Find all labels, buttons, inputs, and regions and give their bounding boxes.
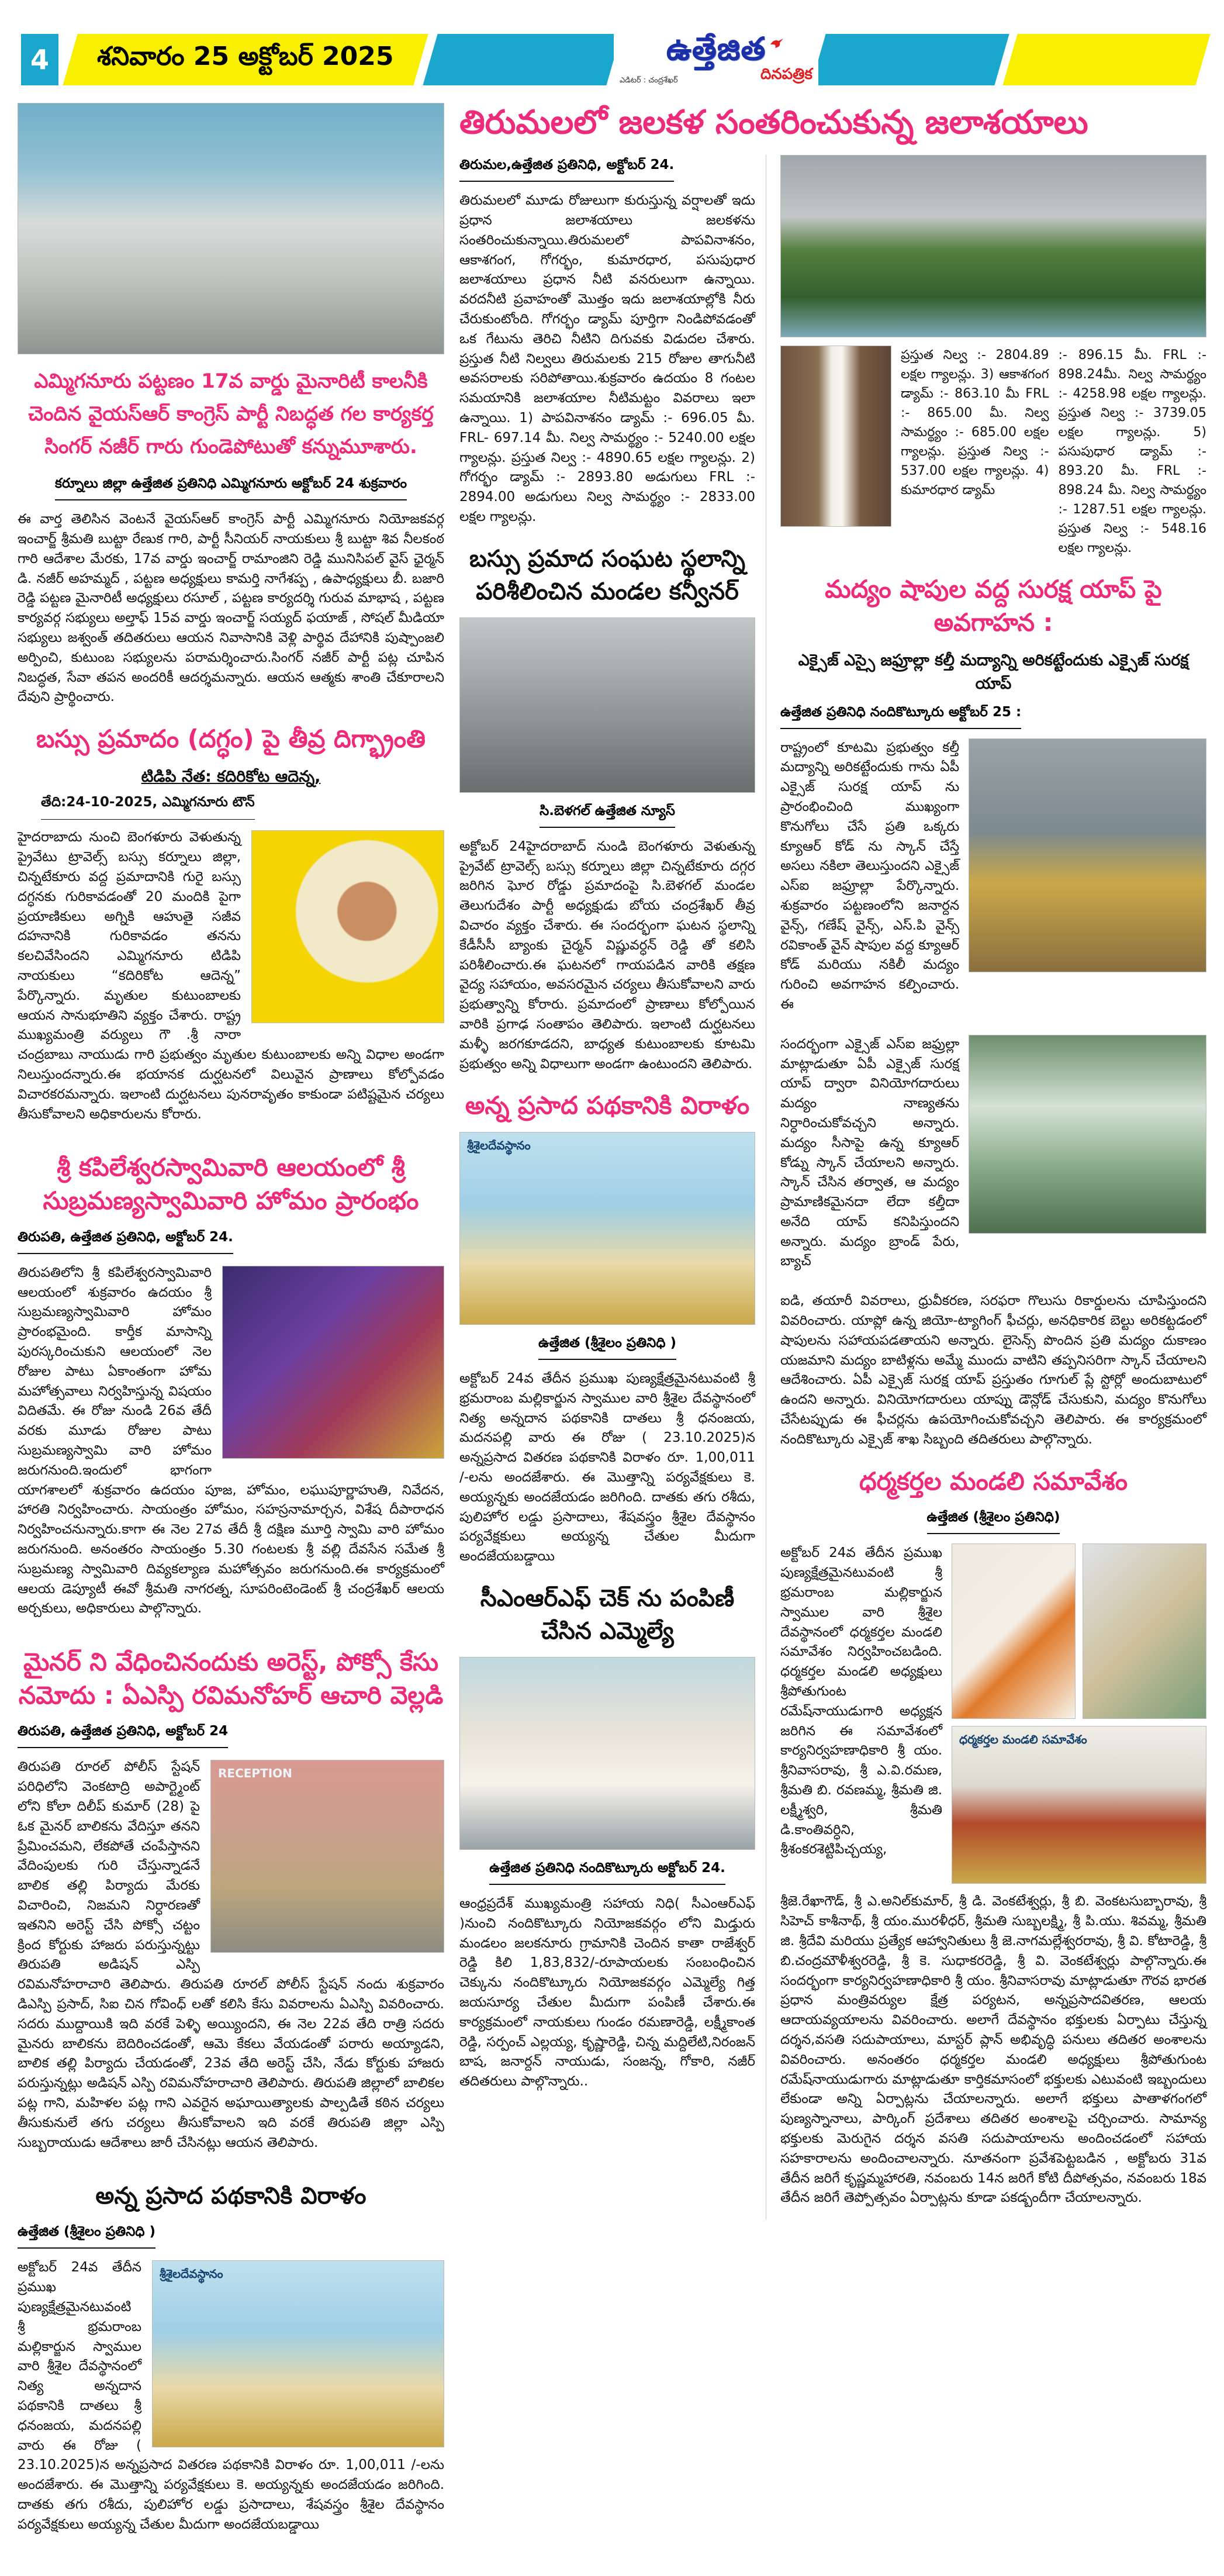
anna-mid-headline: అన్న ప్రసాద పథకానికి విరాళం <box>465 1091 750 1120</box>
logo-subtitle: దినపత్రిక <box>760 65 812 84</box>
dharmakartha-headline: ధర్మకర్తల మండలి సమావేశం <box>859 1466 1128 1496</box>
reception-sign-label: RECEPTION <box>218 1766 292 1781</box>
masthead <box>21 30 1203 85</box>
homam-byline: తిరుపతి, ఉత్తేజిత ప్రతినిధి, అక్టోబర్ 24. <box>18 1230 233 1254</box>
suraksha-body-2: సందర్భంగా ఎక్సైజ్ ఎస్ఐ జఫ్రుల్లా మాట్లాడుతూ ఏపీ ఎక్సైజ్ సురక్ష యాప్ ద్వారా వినియోగదారులు మద్యం నాణ్యతను నిర్ధారించుకోవచ్చని అన్నారు. మద్యం సీసాపై ఉన్న క్యూఆర్ కోడ్ను స్కాన్ చేయాలని అన్నారు. స్కాన్ చేసిన తర్వాత, ఆ మద్యం ప్రామాణికమైనదా లేదా కల్తీదా అనేది యాప్ కనిపిస్తుందని అన్నారు. మద్యం బ్రాండ్ పేరు, బ్యాచ్ <box>780 1036 960 1269</box>
photo-meeting-chairman <box>952 1543 1076 1719</box>
edition-date: శనివారం 25 అక్టోబర్ 2025 <box>97 42 394 71</box>
cmrf-headline: సీఎంఆర్ఎఫ్ చెక్ ను పంపిణీ చేసిన ఎమ్మెల్యే <box>480 1584 735 1645</box>
anna-mid-body: అక్టోబర్ 24వ తేదీన ప్రముఖ పుణ్యక్షేత్రమైనటువంటి శ్రీ భ్రమరాంబ మల్లికార్జున స్వాముల వారి శ్రీశైల దేవస్థానంలో నిత్య అన్నదాన పథకానికి దాతలు శ్రీ ధనంజయ, మదనపల్లి వారు ఈ రోజు ( 23.10.2025)న అన్నప్రసాద వితరణ పథకానికి విరాళం రూ. 1,00,011 /-లను అందజేశారు. ఈ మొత్తాన్ని పర్యవేక్షకులు కె. అయ్యన్నకు అందజేయడం జరిగింది. దాతకు తగు రశీదు, పులిహోర లడ్డు ప్రసాదాలు, శేషవస్త్రం శ్రీశైల దేవస్థానం పర్యవేక్షకులు అయ్యన్న చేతుల మీదుగా అందజేయబడ్డాయి <box>459 1370 755 1565</box>
anna-left-byline: ఉత్తేజిత (శ్రీశైలం ప్రతినిధి ) <box>18 2224 155 2249</box>
bus-shock-headline: బస్సు ప్రమాదం (దగ్ధం) పై తీవ్ర దిగ్భ్రాంతి <box>36 724 426 754</box>
photo-meeting-hall <box>952 1726 1206 1884</box>
photo-tirumala-reservoir <box>780 155 1206 337</box>
page-number: 4 <box>21 34 58 85</box>
newspaper-logo <box>614 30 818 85</box>
photo-homam-ritual <box>222 1266 444 1459</box>
minor-arrest-headline: మైనర్ ని వేధించినందుకు అరెస్ట్, పోక్సో కేసు నమోదు : ఏఎస్పి రవిమనోహర్ ఆచారి వెల్లడి <box>18 1648 444 1710</box>
obituary-byline: కర్నూలు జిల్లా ఉత్తేజిత ప్రతినిధి ఎమ్మిగనూరు అక్టోబర్ 24 శుక్రవారం <box>55 476 407 500</box>
suraksha-headline: మద్యం షాపుల వద్ద సురక్ష యాప్ పై అవగాహన : <box>825 575 1162 637</box>
minor-arrest-body: తిరుపతి రూరల్ పోలీస్ స్టేషన్ పరిధిలోని వెంకటాద్రి అపార్ట్మెంట్ లోని కోలా దిలీప్ కుమార్ (28) పై ఓక మైనర్ బాలికను వేదిస్తూ తనని ప్రేమించమని, లేకపోతే చంపేస్తానని వేదింపులకు గురి చేస్తున్నాడనే బాలిక తల్లి పిర్యాదు మేరకు విచారించి, నిజమని నిర్ధారణతో ఇతనిని అరెస్ట్ చేసి పోక్సో చట్టం క్రింద కోర్టుకు హాజరు పరుస్తున్నట్టు తిరుపతి అడిషన్ ఎస్పి రవిమనోహరాచారి తెలిపారు. తిరుపతి రూరల్ పోలీస్ స్టేషన్ నందు శుక్రవారం డిఎస్పి ప్రసాద్, సిఐ చిన గోవింధ్ లతో కలిసి కేసు వివరాలను ఏఎస్పి వివరించారు. సదరు ముద్దాయికి ఇది వరకే పెళ్ళి అయ్యిందని, ఈ నెల 22వ తేది రాత్రి సదరు మైనరు బాలికను బెదిరించడంతో, ఆమె కేకలు వేయడంతో పరారు అయ్యాడని, బాలిక తల్లి పిర్యాదు చేయడంతో, 23వ తేది అరెస్ట్ చేసి, నేడు కోర్టుకు హాజరు పరుస్తున్నట్లు అడిషన్ ఎస్పి రవిమనోహరాచారి తెలిపారు. తిరుపతి జిల్లాలో బాలికల పట్ల గాని, మహిళల పట్ల గాని ఎవరైన అఘాయిత్యాలకు పాల్పడితే కఠిన చర్యలు తీసుకునులే తగు చర్యలు తీసుకోవాలని ఇది వరకే తిరుపతి జిల్లా ఎస్పి సుబ్బరాయుడు ఆదేశాలు జారీ చేసినట్లు ఆయన తెలిపారు. <box>18 1759 444 2150</box>
column-middle <box>459 155 766 2220</box>
suraksha-subhead: ఎక్సైజ్ ఎస్సై జఫ్రూల్లా కల్తీ మద్యాన్ని అరికట్టేందుకు ఎక్సైజ్ సురక్ష యాప్ <box>798 651 1189 693</box>
column-left <box>18 103 444 2547</box>
minor-arrest-byline: తిరుపతి, ఉత్తేజిత ప్రతినిధి, అక్టోబర్ 24 <box>18 1724 228 1748</box>
photo-meeting-speaker <box>1083 1543 1206 1719</box>
dove-icon <box>769 37 784 51</box>
cyan-band-left <box>423 34 621 85</box>
anna-left-headline: అన్న ప్రసాద పథకానికి విరాళం <box>95 2183 366 2210</box>
photo-waterfall <box>780 346 891 527</box>
column-rest <box>459 103 1206 2547</box>
bus-shock-dateline: తేది:24-10-2025, ఎమ్మిగనూరు టౌన్ <box>41 795 255 820</box>
yellow-band-right <box>1002 34 1210 85</box>
dharmakartha-photos <box>952 1543 1206 1884</box>
photo-excise-station <box>969 1035 1206 1234</box>
photo-wine-shop-awareness <box>969 738 1206 972</box>
photo-burnt-bus <box>459 617 755 793</box>
srisailam-backdrop-label: శ్రీశైలదేవస్థానం <box>160 2267 223 2281</box>
bus-shock-subhead: టిడిపి నేత: కదిరికోట ఆదెన్న, <box>141 767 321 786</box>
page-content <box>18 103 1206 2547</box>
photo-funeral-tribute <box>18 103 444 354</box>
logo-title: ఉత్తేజిత <box>666 30 766 67</box>
photo-tdp-leader <box>251 830 444 1023</box>
lead-body: తిరుమలలో మూడు రోజులుగా కురుస్తున్న వర్షాలతో ఇదు ప్రధాన జలాశయాలు జలకళను సంతరించుకున్నాయి.తిరుమలలో పాపవినాశనం, ఆకాశగంగ, గోగర్భం, కుమారధార, పసుపుధార జలాశయాలు ప్రధాన నీటి వనరులుగా ఉన్నాయి. వరదనీటి ప్రవాహంతో మొత్తం ఇదు జలాశయాల్లోకి నీరు చేరుకుంటోంది. గోగర్భం డ్యామ్ పూర్తిగా నిండిపోవడంతో ఒక గేటును తెరిచి నీటిని దిగువకు విడుదల చేశారు. ప్రస్తుత నీటి నిల్వలు తిరుమలకు 215 రోజుల తాగునీటి అవసరాలకు సరిపోతాయి.శుక్రవారం ఉదయం 8 గంటల సమయానికి జలాశయాల నీటిమట్టం వివరాలు ఇలా ఉన్నాయి. 1) పాపవినాశనం డ్యామ్ :- 696.05 మీ. FRL- 697.14 మీ. నిల్వ సామర్థ్యం :- 5240.00 లక్షల గ్యాలన్లు. ప్రస్తుత నిల్వ :- 4890.65 లక్షల గ్యాలన్లు. 2) గోగర్భం డ్యామ్ :- 2893.80 అడుగులు FRL :- 2894.00 అడుగులు నిల్వ సామర్థ్యం :- 2833.00 లక్షల గ్యాలన్లు. <box>459 193 755 524</box>
cmrf-body: ఆంధ్రప్రదేశ్ ముఖ్యమంత్రి సహాయ నిధి( సీఎంఆర్ఎఫ్ )నుంచి నందికొట్కూరు నియోజకవర్గం లోని మిడ్తురు మండలం జలకనూరు గ్రామానికి చెందిన కాతా రాజేశ్వర్ రెడ్డి కిలి 1,83,832/-రూపాయలకు సంబంధించిన చెక్కును నందికొట్కూరు నియోజకవర్గం ఎమ్మెల్యే గిత్త జయసూర్య చేతుల మీదుగా పంపిణీ చేశారు.ఈ కార్యక్రమంలో నాయకులు గుండం రమణారెడ్డి, లక్ష్మీకాంత రెడ్డి, సర్పంచ్ ఎల్లయ్య, కృష్ణారెడ్డి, చిన్న మద్దిలేటి,నిరంజన్ బాష, జనార్దన్ నాయుడు, సంజన్న, గోకారి, నజీర్ తదితరులు పాల్గొన్నారు.. <box>459 1895 755 2090</box>
anna-mid-byline: ఉత్తేజిత (శ్రీశైలం ప్రతినిధి ) <box>538 1335 676 1360</box>
photo-police-press-conference <box>210 1760 444 1953</box>
suraksha-byline: ఉత్తేజిత ప్రతినిధి నందికొట్కూరు అక్టోబర్ 25 : <box>780 705 1021 729</box>
reservoir-stats-right: :- 896.15 మీ. FRL :- 898.24మీ. నిల్వ సామర్థ్యం :- 4258.98 లక్షల గ్యాలన్లు. ప్రస్తుత నిల్వ :- 3739.05 లక్షల గ్యాలన్లు. 5) పసుపుధార డ్యామ్ :- 893.20 మీ. FRL :- 898.24 మీ. నిల్వ సామర్థ్యం :- 1287.51 లక్షల గ్యాలన్లు. ప్రస్తుత నిల్వ :- 548.16 లక్షల గ్యాలన్లు. <box>1058 348 1206 556</box>
anna-left-body: అక్టోబర్ 24వ తేదీన ప్రముఖ పుణ్యక్షేత్రమైనటువంటి శ్రీ భ్రమరాంబ మల్లికార్జున స్వాముల వారి శ్రీశైల దేవస్థానంలో నిత్య అన్నదాన పథకానికి దాతలు శ్రీ ధనంజయ, మదనపల్లి వారు ఈ రోజు ( 23.10.2025)న అన్నప్రసాద వితరణ పథకానికి విరాళం రూ. 1,00,011 /-లను అందజేశారు. ఈ మొత్తాన్ని పర్యవేక్షకులు కె. అయ్యన్నకు అందజేయడం జరిగింది. దాతకు తగు రశీదు, పులిహోర లడ్డు ప్రసాదాలు, శేషవస్త్రం శ్రీశైల దేవస్థానం పర్యవేక్షకులు అయ్యన్న చేతుల మీదుగా అందజేయబడ్డాయి <box>18 2260 444 2532</box>
homam-body: తిరుపతిలోని శ్రీ కపిలేశ్వరస్వామివారి ఆలయంలో శుక్రవారం ఉదయం శ్రీ సుబ్రమణ్యస్వామివారి హోమం ప్రారంభమైంది. కార్తీక మాసాన్ని పురస్కరించుకుని ఆలయంలో నెల రోజుల పాటు ఏకాంతంగా హోమ మహోత్సవాలు నిర్వహిస్తున్న విషయం విదితమే. ఈ రోజు నుండి 26వ తేదీ వరకు మూడు రోజుల పాటు సుబ్రమణ్యస్వామి వారి హోమం జరుగనుంది.ఇందులో భాగంగా యాగశాలలో శుక్రవారం ఉదయం పూజ, హోమం, లఘుపూర్ణాహుతి, నివేదన, హారతి నిర్వహించారు. సాయంత్రం హోమం, సహస్రనామార్చన, విశేష దీపారాధన నిర్వహించనున్నారు.కాగా ఈ నెల 27వ తేదీ శ్రీ దక్షిణ మూర్తి స్వామి వారి హోమం జరుగనుంది. అనంతరం సాయంత్రం 5.30 గంటలకు శ్రీ వల్లి దేవసేన సమేత శ్రీ సుబ్రమణ్య స్వామివారి దివ్యకల్యాణ మహోత్సవం జరుగనుంది.ఈ కార్యక్రమంలో ఆలయ డెప్యూటీ ఈవో శ్రీమతి నాగరత్న, సూపరింటెండెంట్ శ్రీ చంద్రశేఖర్ ఆలయ అర్చకులు, అధికారులు పాల్గొన్నారు. <box>18 1265 444 1617</box>
photo-srisailam-donation-left <box>152 2260 444 2447</box>
dharmakartha-body-main: శ్రీజె.రేఖాగౌడ్, శ్రీ ఎ.అనిల్‌కుమార్, శ్రీ డి. వెంకటేశ్వర్లు, శ్రీ బి. వెంకటసుబ్బారావు, శ్రీ సిహెచ్ కాశీనాథ్, శ్రీ యం.మురళీధర్, శ్రీమతి సుబ్బలక్ష్మి, శ్రీ పి.యు. శివమ్మ, శ్రీమతి జి. శ్రీదేవి మరియు ప్రత్యేక ఆహ్వానితులు శ్రీ జె.నాగమల్లేశ్వరరావు, శ్రీ వి. కోటారెడ్డి, శ్రీ బి.చంద్రమౌళీశ్వరరెడ్డి, శ్రీ కె. సుధాకరరెడ్డి, శ్రీ వి. వెంకటేశ్వర్లు పాల్గొన్నారు.ఈ సందర్భంగా కార్యనిర్వహణాధికారి శ్రీ యం. శ్రీనివాసరావు మాట్లాడుతూ గౌరవ భారత ప్రధాన మంత్రివర్యుల క్షేత్ర పర్యటన, అన్నప్రసాదవితరణ, ఆలయ ఆదాయవ్యయాలను వివరించారు. అలాగే దేవస్థానం భక్తులకు ఏర్పాటు చేస్తున్న దర్శన,వసతి సదుపాయాలు, మాస్టర్ ప్లాన్ అభివృద్ధి పనులు తదితర అంశాలను వివరించారు. అనంతరం ధర్మకర్తల మండలి అధ్యక్షులు శ్రీపోతుగుంట రమేష్‌నాయుడుగారు మాట్లాడుతూ కార్తికమాసంలో భక్తులకు ఎటువంటి ఇబ్బందులు లేకుండా అన్ని ఏర్పాట్లను చేయాలన్నారు. అలాగే భక్తులు పాతాళగంగలో పుణ్యస్నానాలు, పార్కింగ్ ప్రదేశాలు తదితర అంశాలపై చర్చించారు. సామాన్య భక్తులకు మెరుగైన దర్శన వసతి సదుపాయాలను అందించడంలో సహాయ సహకారాలను అందించాలన్నారు. నూతనంగా ప్రవేశపెట్టబడిన , అక్టోబరు 31వ తేదీన జరిగే కృష్ణమ్మహారతి, నవంబరు 14న జరిగే కోటి దీపోత్సవం, నవంబరు 18వ తేదీన జరిగే తెప్పోత్సవం ఏర్పాట్లను కూడా పకడ్బందీగా చేయాలన్నారు. <box>780 1894 1206 2206</box>
homam-headline: శ్రీ కపిలేశ్వరస్వామివారి ఆలయంలో శ్రీ సుబ్రమణ్యస్వామివారి హోమం ప్రారంభం <box>43 1153 419 1216</box>
lead-byline: తిరుమల,ఉత్తేజిత ప్రతినిధి, అక్టోబర్ 24. <box>459 157 674 182</box>
dharmakartha-body-left: అక్టోబర్ 24వ తేదీన ప్రముఖ పుణ్యక్షేత్రమైనటువంటి శ్రీ భ్రమరాంబ మల్లికార్జున స్వాముల వారి శ్రీశైల దేవస్థానంలో ధర్మకర్తల మండలి సమావేశం నిర్వహించబడింది. ధర్మకర్తల మండలి అధ్యక్షులు శ్రీపోతుగుంట రమేష్‌నాయుడుగారి అధ్యక్షన జరిగిన ఈ సమావేశంలో కార్యనిర్వహణాధికారి శ్రీ యం. శ్రీనివాసరావు, శ్రీ ఎ.వి.రమణ, శ్రీమతి బి. రవణమ్మ, శ్రీమతి జి. లక్ష్మీశ్వరి, శ్రీమతి డి.కాంతివర్ధిని, శ్రీశంకరశెట్టిపిచ్చయ్య, <box>780 1545 943 1857</box>
photo-srisailam-donation-mid <box>459 1132 755 1325</box>
srisailam-backdrop-label-mid: శ్రీశైలదేవస్థానం <box>467 1138 531 1152</box>
obituary-caption: ఎమ్మిగనూరు పట్టణం 17వ వార్డు మైనారిటీ కాలనీకి చెందిన వైయస్ఆర్ కాంగ్రెస్ పార్టీ నిబద్ధత గల కార్యకర్త సింగర్ నజీర్ గారు గుండెపోటుతో కన్నుమూశారు. <box>28 370 434 459</box>
reservoir-stats <box>780 346 1206 558</box>
logo-editor-line: ఎడిటర్ : చంద్రశేఖర్ <box>620 76 678 85</box>
suraksha-body-1: రాష్ట్రంలో కూటమి ప్రభుత్వం కల్తీ మద్యాన్ని అరికట్టేందుకు గాను ఏపీ ఎక్సైజ్ సురక్ష యాప్ ను ప్రారంభించింది ముఖ్యంగా కొనుగోలు చేసే ప్రతి ఒక్కరు క్యూఆర్ కోడ్ ను స్కాన్ చేస్తే అసలు నకిలా తెలుస్తుందని ఎక్సైజ్ ఎస్ఐ జఫ్రూల్లా పేర్కొన్నారు. శుక్రవారం పట్టణంలోని జనార్దన వైన్స్, గణేష్ వైన్స్, ఎస్.పి వైన్స్ రవికాంత్ వైన్ షాపుల వద్ద క్యూఆర్ కోడ్ మరియు నకిలీ మద్యం గురించి అవగాహన కల్పించారు. ఈ <box>780 740 960 1012</box>
bus-site-headline: బస్సు ప్రమాద సంఘట స్థలాన్ని పరిశీలించిన మండల కన్వీనర్ <box>469 545 746 605</box>
meeting-banner-label: ధర్మకర్తల మండలి సమావేశం <box>959 1732 1087 1747</box>
date-band <box>63 34 428 85</box>
cmrf-byline: ఉత్తేజిత ప్రతినిధి నందికొట్కూరు అక్టోబర్ 24. <box>489 1860 725 1885</box>
photo-cmrf-cheque-handover <box>459 1657 755 1850</box>
bus-site-body: అక్టోబర్ 24హైదరాబాద్ నుండి బెంగళూరు వెళుతున్న ప్రైవేట్ ట్రావెల్స్ బస్సు కర్నూలు జిల్లా చిన్నటేకూరు దగ్గర జరిగిన ఘోర రోడ్డు ప్రమాదంపై సి.బెళగల్ మండల తెలుగుదేశం పార్టీ అధ్యక్షుడు బోయ చంద్రశేఖర్ తీవ్ర విచారం వ్యక్తం చేశారు. ఈ సందర్భంగా ఘటన స్థలాన్ని కేడీసీసీ బ్యాంకు చైర్మన్ విష్ణువర్ధన్ రెడ్డి తో కలిసి పరిశీలించారు.ఈ ఘటనలో గాయపడిన వారికి తక్షణ వైద్య సహాయం, అవసరమైన చర్యలు తీసుకోవాలని వారు ప్రభుత్వాన్ని కోరారు. ప్రమాదంలో ప్రాణాలు కోల్పోయిన వారికి ప్రగాఢ సంతాపం తెలిపారు. ఇలాంటి దుర్ఘటనలు మళ్ళీ జరగకూడదని, బాధ్యత కుటుంబాలకు కూటమి ప్రభుత్వం అన్ని విధాలుగా అండగా ఉంటుందని తెలిపారు. <box>459 838 755 1072</box>
bus-site-byline: సి.బెళగల్ ఉత్తేజిత న్యూస్ <box>540 803 675 828</box>
lead-headline: తిరుమలలో జలకళ సంతరించుకున్న జలాశయాలు <box>459 103 1088 141</box>
dharmakartha-byline: ఉత్తేజిత (శ్రీశైలం ప్రతినిధి) <box>927 1510 1060 1534</box>
suraksha-body-3: ఐడి, తయారీ వివరాలు, ధ్రువీకరణ, సరఫరా గొలుసు రికార్డులను చూపిస్తుందని వివరించారు. యాప్లో ఉన్న జియో-ట్యాగింగ్ ఫీచర్లు, అనధికారిక బెల్టు అరికట్టడంలో షాపులను సహాయపడతాయని అన్నారు. లైసెన్స్ పొందిన ప్రతి మద్యం దుకాణం యజమాని మద్యం బాటిళ్లను అమ్మే ముందు వాటిని తప్పనిసరిగా స్కాన్ చేయాలని ఆదేశించారు. ఏపీ ఎక్సైజ్ సురక్ష యాప్ ప్రస్తుతం గూగుల్ ప్లే స్టోర్లో అందుబాటులో ఉందని అన్నారు. వినియోగదారులు యాప్ను డౌన్లోడ్ చేసుకుని, మద్యం కొనుగోలు చేసేటప్పుడు ఈ ఫీచర్లను ఉపయోగించుకోవచ్చని తెలిపారు. ఈ కార్యక్రమంలో నందికొట్కూరు ఎక్సైజ్ శాఖ సిబ్బంది తదితరులు పాల్గొన్నారు. <box>780 1293 1206 1447</box>
reservoir-stats-left: ప్రస్తుత నిల్వ :- 2804.89 లక్షల గ్యాలన్లు. 3) ఆకాశగంగ డ్యామ్ :- 863.10 మీ FRL :- 865.00 మీ. నిల్వ సామర్థ్యం :- 685.00 లక్షల గ్యాలన్లు. ప్రస్తుత నిల్వ :- 537.00 లక్షల గ్యాలన్లు. 4) కుమారధార డ్యామ్ <box>901 348 1049 498</box>
obituary-body: ఈ వార్త తెలిసిన వెంటనే వైయస్ఆర్ కాంగ్రెస్ పార్టీ ఎమ్మిగనూరు నియోజకవర్గ ఇంచార్జ్ శ్రీమతి బుట్టా రేణుక గారి, పార్టీ సీనియర్ నాయకులు శ్రీ బుట్టా శివ నీలకంఠ గారి ఆదేశాల మేరకు, 17వ వార్డు ఇంచార్జ్ రామాంజిని రెడ్డి మునిసిపల్ వైస్ ఛైర్మన్ డి. నజీర్ అహమ్మద్ , పట్టణ అధ్యక్షులు కామర్తి నాగేశప్ప , ఉపాధ్యక్షులు బీ. బజారి రెడ్డి పట్టణ మైనారిటీ అధ్యక్షులు రసూల్ , పట్టణ కార్యదర్శి గురువ మాభాష , పట్టణ కార్యవర్గ సభ్యులు అల్తాఫ్ 15వ వార్డు ఇంచార్జ్ సయ్యద్ ఫయాజ్ , సోషల్ మీడియా సభ్యులు జశ్వంత్ తదితరులు ఆయన నివాసానికి వెళ్లి పార్థివ దేహానికి పుష్పాంజలి అర్పించి, కుటుంబ సభ్యులను పరామర్శించారు.సింగర్ నజీర్ పార్టీ పట్ల చూపిన నిబద్ధత, సేవా తపన అందరికీ ఆదర్శమన్నారు. ఆయన ఆత్మకు శాంతి చేకూరాలని దేవుని ప్రార్థించారు. <box>18 512 444 705</box>
cyan-band-right <box>811 34 1009 85</box>
column-right <box>780 155 1206 2220</box>
bus-shock-body: హైదరాబాదు నుంచి బెంగళూరు వెళుతున్న ప్రైవేటు ట్రావెల్స్ బస్సు కర్నూలు జిల్లా, చిన్నటేకూరు వద్ద ప్రమాదానికి గురై బస్సు దగ్ధనకు గురికావడంతో 20 మందికి పైగా ప్రయాణికులు అగ్నికి ఆహుతై సజీవ దహనానికి గురికావడం తనను కలచివేసిందని ఎమ్మిగనూరు టిడిపి నాయకులు “కదిరికోట ఆదెన్న” పేర్కొన్నారు. మృతుల కుటుంబాలకు ఆయన సానుభూతిని వ్యక్తం చేశారు. రాష్ట్ర ముఖ్యమంత్రి వర్యులు గౌ .శ్రీ నారా చంద్రబాబు నాయుడు గారి ప్రభుత్వం మృతుల కుటుంబాలకు అన్ని విధాల అండగా నిలుస్తుందన్నారు.ఈ భయానక దుర్ఘటనలో విలువైన ప్రాణాలు కోల్పోవడం విచారకరమన్నారు. ఇలాంటి దుర్ఘటనలు పునరావృతం కాకుండా పటిష్టమైన చర్యలు తీసుకోవాలని అధికారులను కోరారు. <box>18 830 444 1122</box>
